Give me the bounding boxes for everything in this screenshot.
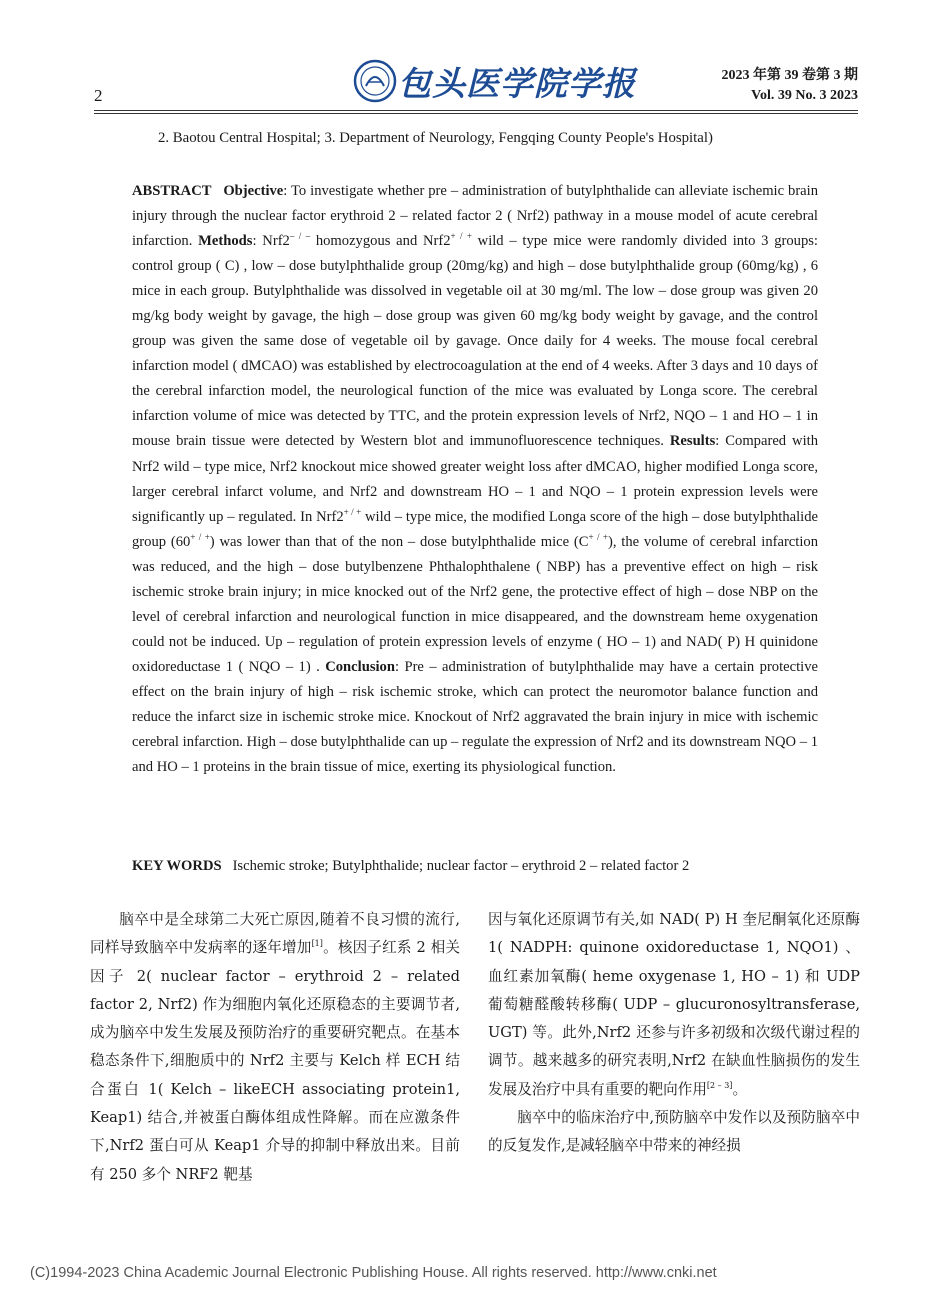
paragraph-text: 因与氧化还原调节有关,如 NAD( P) H 奎尼酮氧化还原酶 1( NADPH: quinone oxidoreductase 1, NQO1) 、血红素加氧酶( heme oxygenase 1, HO – 1) 和 UDP 葡萄糖醛酸转移酶( UDP – glucuronosyltransferase, UGT) 等。此外,Nrf2 还参与许多初级和次级代谢过程的调节。越来越多的研究表明,Nrf2 在缺血性脑损伤的发生发展及治疗中具有重要的靶向作用: [488, 911, 860, 1098]
abstract-label: ABSTRACT: [132, 183, 212, 199]
results-text-d: ), the volume of cerebral infarction was reduced, and the high – dose butylbenzene Phthalophthalene ( NBP) has a preventive effect on high – risk ischemic stroke brain injury; in mice knocked out of the Nrf2 gene, the protective effect of high – dose NBP on the level of cerebral infarction and neurological function in mice disappeared, and the downstream heme oxygenation could not be induced. Up – regulation of protein expression levels of enzyme ( HO – 1) and NAD( P) H quinidone oxidoreductase 1 ( NQO – 1) .: [132, 533, 818, 675]
results-text-c: ) was lower than that of the non – dose butylphthalide mice (C: [209, 533, 589, 550]
issue-info: [722, 66, 859, 106]
abstract: [132, 179, 818, 780]
page-number: 2: [94, 86, 103, 105]
journal-title: 包头医学院学报: [398, 64, 636, 103]
affiliation: 2. Baotou Central Hospital; 3. Department of Neurology, Fengqing County People's Hospital): [158, 130, 713, 146]
paragraph: [488, 906, 860, 1104]
header-rule: [94, 110, 858, 114]
keywords-label: KEY WORDS: [132, 858, 222, 874]
methods-text-b: homozygous and Nrf2: [310, 233, 451, 250]
results-label: Results: [669, 433, 716, 450]
results-text-a: : Compared with Nrf2 wild – type mice, Nrf2 knockout mice showed greater weight loss after dMCAO, higher modified Longa score, larger cerebral infarct volume, and Nrf2 and downstream HO – 1 and NQO – 1 protein expression levels were significantly up – regulated. In Nrf2: [132, 433, 818, 525]
results-sup-3: + / +: [588, 531, 608, 542]
paragraph-text: 。核因子红系 2 相关因子 2( nuclear factor – erythroid 2 – related factor 2, Nrf2) 作为细胞内氧化还原稳态的主要调节者,成为脑卒中发生发展及预防治疗的重要研究靶点。在基本稳态条件下,细胞质中的 Nrf2 主要与 Kelch 样 ECH 结合蛋白 1( Kelch – likeECH associating protein1, Keap1) 结合,并被蛋白酶体组成性降解。而在应激条件下,Nrf2 蛋白可从 Keap1 介导的抑制中释放出来。目前有 250 多个 NRF2 靶基: [90, 939, 460, 1183]
objective-text: : To investigate whether pre – administration of butylphthalide can alleviate ischemic brain injury through the nuclear factor erythroid 2 – related factor 2 ( Nrf2) pathway in a mouse model of acute cerebral infarction.: [132, 183, 819, 250]
paragraph: [90, 906, 460, 1189]
results-sup-1: + / +: [343, 506, 362, 517]
citation: [1]: [311, 939, 323, 949]
paragraph-text: 脑卒中是全球第二大死亡原因,随着不良习惯的流行,同样导致脑卒中发病率的逐年增加: [90, 911, 460, 957]
citation: [2 – 3]: [706, 1080, 733, 1090]
results-text-b: wild – type mice, the modified Longa score of the high – dose butylphthalide group (60: [132, 508, 818, 550]
conclusion-label: Conclusion: [325, 658, 395, 675]
body-column-right: [488, 906, 860, 1161]
paragraph-text: 。: [732, 1080, 748, 1098]
copyright-footer: (C)1994-2023 China Academic Journal Electronic Publishing House. All rights reserved. http://www.cnki.net: [30, 1265, 717, 1281]
methods-label: Methods: [198, 233, 253, 250]
body-column-left: [90, 906, 460, 1189]
keywords: [132, 858, 818, 875]
issue-en: Vol. 39 No. 3 2023: [751, 88, 858, 103]
methods-text-c: wild – type mice were randomly divided into 3 groups: control group ( C) , low – dose butylphthalide group (20mg/kg) and high – dose butylphthalide group (60mg/kg) , 6 mice in each group. Butylphthalide was dissolved in vegetable oil at 30 mg/ml. The low – dose group was given 20 mg/kg body weight by gavage, the high – dose group was given 60 mg/kg body weight by gavage, and the control group was given the same dose of vegetable oil by gavage. Once daily for 4 weeks. The mouse focal cerebral infarction model ( dMCAO) was established by electrocoagulation at the end of 4 weeks. After 3 days and 10 days of the cerebral infarction model, the neurological function of the mice was evaluated by Longa score. The cerebral infarction volume of mice was detected by TTC, and the protein expression levels of Nrf2, NQO – 1 and HO – 1 in mouse brain tissue were detected by Western blot and immunofluorescence techniques.: [132, 233, 818, 450]
methods-sup-2: + / +: [450, 231, 472, 242]
issue-cn: 2023 年第 39 卷第 3 期: [721, 68, 858, 83]
methods-sup-1: – / –: [289, 231, 311, 242]
paragraph: 脑卒中的临床治疗中,预防脑卒中发作以及预防脑卒中的反复发作,是减轻脑卒中带来的神经损: [488, 1109, 860, 1155]
keywords-text: Ischemic stroke; Butylphthalide; nuclear factor – erythroid 2 – related factor 2: [232, 858, 690, 874]
page-header: [0, 0, 950, 122]
methods-text-a: : Nrf2: [252, 233, 290, 250]
results-sup-2: + / +: [190, 531, 210, 542]
objective-label: Objective: [223, 183, 284, 199]
conclusion-text: : Pre – administration of butylphthalide may have a certain protective effect on the brain injury of high – risk ischemic stroke, which can protect the neuromotor balance function and reduce the infarct size in ischemic stroke mice. Knockout of Nrf2 aggravated the brain injury in mice with ischemic cerebral infarction. High – dose butylphthalide can up – regulate the expression of Nrf2 and its downstream NQO – 1 and HO – 1 proteins in the brain tissue of mice, exerting its physiological function.: [132, 658, 818, 776]
